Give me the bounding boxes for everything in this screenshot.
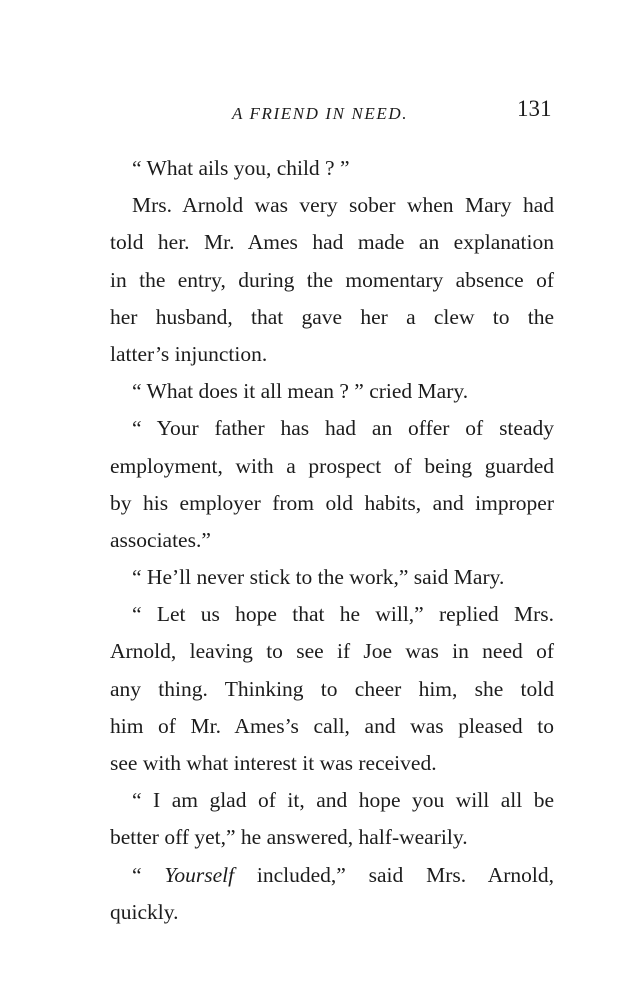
text-line: associates.”	[110, 527, 211, 552]
text-line: Mrs. Arnold was very sober when Mary had	[132, 193, 554, 218]
running-head-title: A FRIEND IN NEED.	[232, 104, 409, 123]
text-line: any thing. Thinking to cheer him, she told	[110, 676, 554, 701]
text-line: by his employer from old habits, and improper	[110, 490, 554, 515]
text-line: see with what interest it was received.	[110, 751, 437, 775]
text-line: “ I am glad of it, and hope you will all be	[132, 788, 554, 813]
text-line: latter’s injunction.	[110, 341, 268, 366]
text-line: employment, with a prospect of being guarded	[110, 453, 554, 478]
text-line: quickly.	[110, 899, 179, 924]
open-quote: “	[132, 862, 165, 887]
italic-word: Yourself	[164, 862, 235, 887]
text-line: Arnold, leaving to see if Joe was in need of	[110, 639, 554, 664]
text-line: her husband, that gave her a clew to the	[110, 304, 554, 329]
text-line: “ He’ll never stick to the work,” said Mary.	[132, 565, 505, 590]
text-line-with-italic	[110, 857, 554, 894]
text-line: “ Your father has had an offer of steady	[132, 416, 554, 441]
text-line: better off yet,” he answered, half-wearily.	[110, 825, 468, 850]
body-text	[110, 150, 554, 931]
text-line: told her. Mr. Ames had made an explanation	[110, 230, 554, 255]
text-line: “ What does it all mean ? ” cried Mary.	[132, 379, 469, 404]
running-head	[0, 96, 636, 126]
text-line: “ What ails you, child ? ”	[132, 156, 350, 180]
page-number: 131	[517, 96, 552, 121]
text-line: him of Mr. Ames’s call, and was pleased to	[110, 713, 554, 738]
text-line: “ Let us hope that he will,” replied Mrs.	[132, 602, 554, 627]
text-line: in the entry, during the momentary absence of	[110, 267, 554, 292]
line-rest: included,” said Mrs. Arnold,	[234, 862, 555, 887]
